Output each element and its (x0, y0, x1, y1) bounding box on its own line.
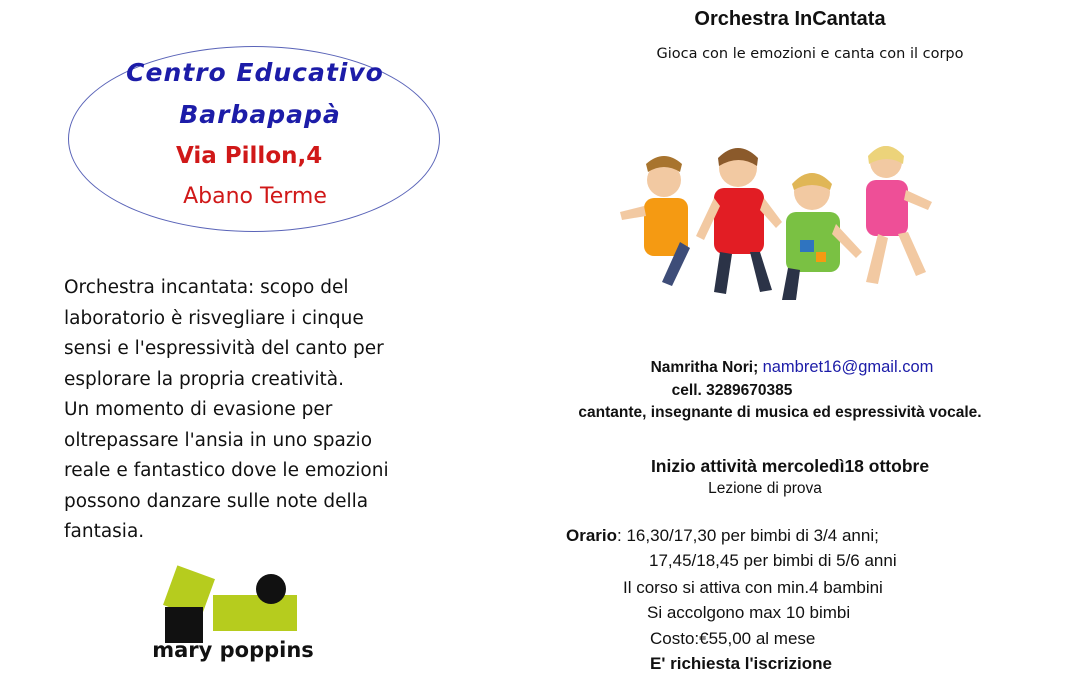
children-dancing-image (616, 142, 946, 302)
city: Abano Terme (183, 184, 327, 209)
description-line: laboratorio è risvegliare i cinque (64, 307, 364, 329)
address: Via Pillon,4 (176, 143, 323, 169)
subtitle: Gioca con le emozioni e canta con il corpo (656, 46, 964, 62)
registration-note: E' richiesta l'iscrizione (650, 654, 832, 673)
page-title: Orchestra InCantata (694, 8, 886, 30)
trial-lesson: Lezione di prova (708, 480, 822, 497)
contact-email-link[interactable]: nambret16@gmail.com (762, 358, 934, 376)
description-line: oltrepassare l'ansia in uno spazio (64, 429, 373, 451)
description-line: possono danzare sulle note della (64, 490, 369, 512)
schedule-line-1 (566, 526, 879, 546)
description-line: fantasia. (64, 521, 145, 542)
centro-title-line1: Centro Educativo (126, 58, 384, 87)
start-date: Inizio attività mercoledì18 ottobre (650, 456, 930, 476)
contact-line (512, 358, 1072, 377)
mary-poppins-logo (143, 565, 323, 667)
description-line: reale e fantastico dove le emozioni (64, 460, 389, 481)
schedule-times-1: : 16,30/17,30 per bimbi di 3/4 anni; (617, 526, 879, 545)
description-line: esplorare la propria creatività. (64, 368, 344, 390)
teacher-role: cantante, insegnante di musica ed espressività vocale. (578, 404, 982, 421)
schedule-line-2: 17,45/18,45 per bimbi di 5/6 anni (649, 551, 897, 570)
centro-title-line2: Barbapapà (179, 100, 341, 129)
schedule-label: Orario (566, 526, 618, 545)
description-line: Orchestra incantata: scopo del (64, 277, 349, 298)
description (64, 273, 464, 548)
cell-phone: cell. 3289670385 (671, 382, 793, 399)
description-line: Un momento di evasione per (64, 399, 333, 420)
description-line: sensi e l'espressività del canto per (64, 338, 384, 359)
max-children: Si accolgono max 10 bimbi (647, 603, 851, 622)
logo-text: mary poppins (152, 638, 314, 662)
cost: Costo:€55,00 al mese (650, 629, 816, 648)
contact-name: Namritha Nori; (650, 359, 763, 376)
min-children: Il corso si attiva con min.4 bambini (623, 578, 883, 597)
